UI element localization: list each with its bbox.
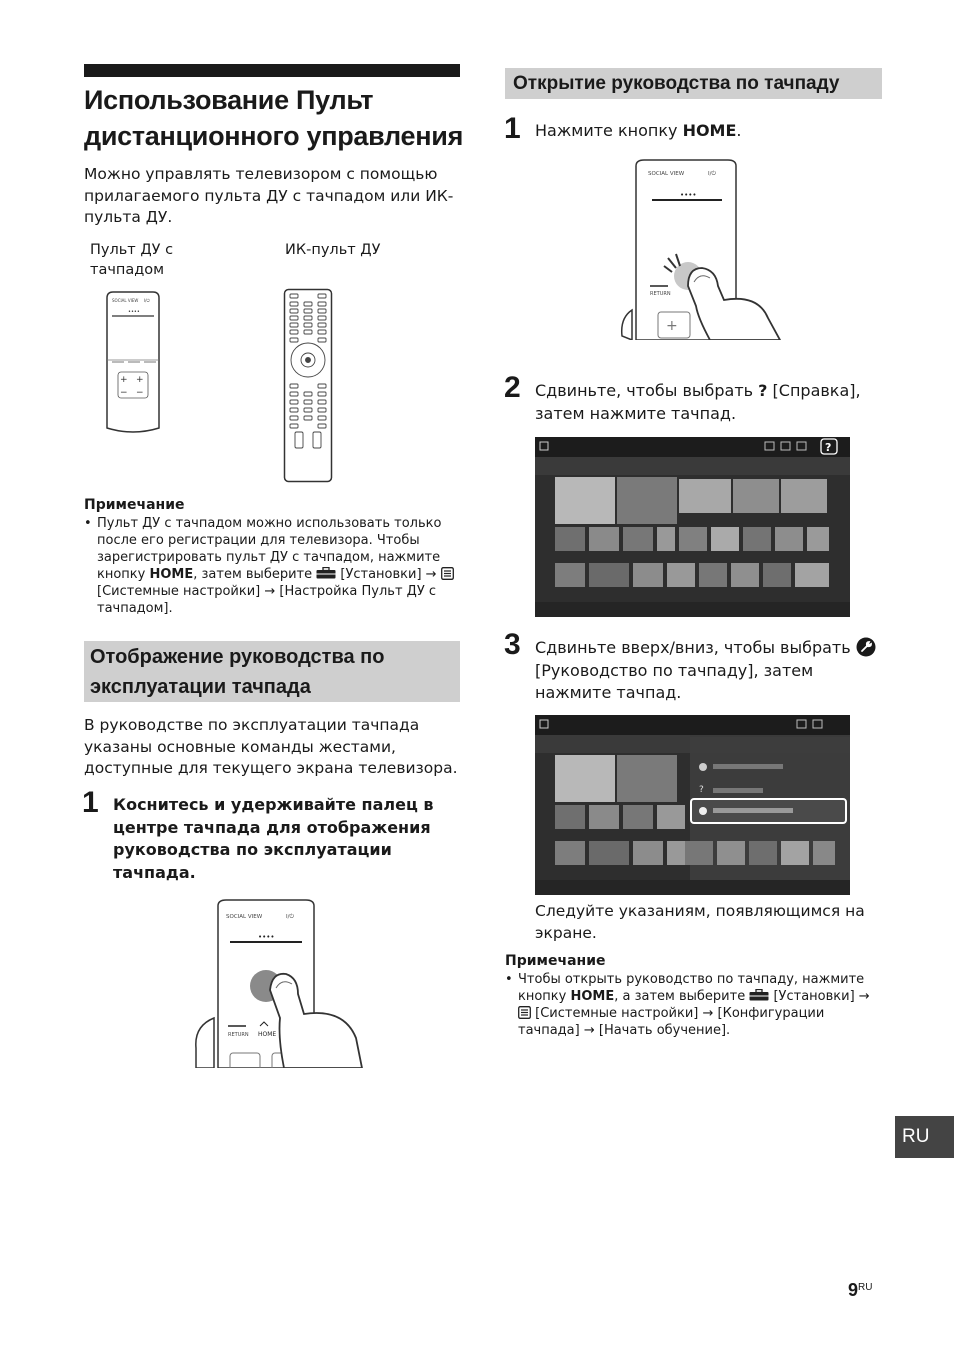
help-question-icon: ? <box>758 381 768 400</box>
svg-text:+: + <box>666 318 678 334</box>
remote-dots-text: •••• <box>128 309 140 315</box>
left-note: Примечание • Пульт ДУ с тачпадом можно использовать только после его регистрации для телевизора. Чтобы зарегистрировать пульт ДУ с тачпадом, нажмите кнопку HOME, затем выберите [Установки] → [Системные настройки] → [Настройка Пульт ДУ с тачпадом]. <box>84 497 460 617</box>
remote-dots-text: •••• <box>680 191 697 199</box>
remote-power-text: I/⏻ <box>708 171 716 177</box>
remote-social-view-text: SOCIAL VIEW <box>226 914 263 920</box>
system-settings-icon <box>441 567 454 580</box>
right-step-3-text: Сдвиньте вверх/вниз, чтобы выбрать [Руководство по тачпаду], затем нажмите тачпад. <box>535 637 880 705</box>
section-paragraph: В руководстве по эксплуатации тачпада указаны основные команды жестами, доступные для текущего экрана телевизора. <box>84 716 458 777</box>
remote-home-text: HOME <box>258 1031 277 1038</box>
right-step-1-text: Нажмите кнопку HOME. <box>535 121 742 140</box>
remote-social-view-text: SOCIAL VIEW <box>112 298 139 303</box>
right-step-3-number: 3 <box>504 628 521 661</box>
remote-return-text: RETURN <box>650 291 671 297</box>
tv-help-menu-screenshot <box>535 715 850 895</box>
remote-power-text: I/⏻ <box>144 298 150 303</box>
remote-power-text: I/⏻ <box>286 914 294 920</box>
follow-instructions-text: Следуйте указаниям, появляющимся на экране. <box>535 902 865 942</box>
ir-remote-label: ИК-пульт ДУ <box>285 242 381 258</box>
page-number: $9^{RU}$ <box>848 1280 873 1300</box>
right-step-2-text: Сдвиньте, чтобы выбрать ? [Справка], затем нажмите тачпад. <box>535 381 861 423</box>
language-badge: RU <box>895 1116 954 1158</box>
remote-dots-text: •••• <box>258 933 275 941</box>
right-note-item: • Чтобы открыть руководство по тачпаду, нажмите кнопку HOME, а затем выберите [Установки] → [Системные настройки] → [Конфигурации тачпада] → [Начать обучение]. <box>505 972 870 1038</box>
touchpad-remote-label: Пульт ДУ с тачпадом <box>90 242 174 278</box>
system-settings-icon <box>518 1006 531 1019</box>
section-header-touchpad-guide-display: Отображение руководства по эксплуатации тачпада <box>84 641 460 702</box>
left-step-1-number: 1 <box>82 786 99 819</box>
title-rule <box>84 64 460 77</box>
svg-text:−: − <box>136 388 144 398</box>
tv-help-icon: ? <box>825 441 832 454</box>
toolbox-icon <box>749 989 769 1001</box>
intro-text: Можно управлять телевизором с помощью прилагаемого пульта ДУ с тачпадом или ИК-пульта ДУ. <box>84 165 454 226</box>
svg-text:+: + <box>120 375 128 385</box>
home-press-illustration <box>618 158 786 340</box>
tv-home-menu-screenshot <box>535 437 850 617</box>
right-step-1-number: 1 <box>504 112 521 145</box>
right-note: Примечание • Чтобы открыть руководство по тачпаду, нажмите кнопку HOME, а затем выберите [Установки] → [Системные настройки] → [Конфигурации тачпада] → [Начать обучение]. <box>505 953 882 1039</box>
page-title: Использование Пульт дистанционного управления <box>84 85 464 151</box>
left-step-1-text: Коснитесь и удерживайте палец в центре тачпада для отображения руководства по эксплуатации тачпада. <box>113 795 434 882</box>
wrench-icon <box>856 637 876 657</box>
touchpad-hold-illustration <box>194 898 364 1068</box>
tv-help-icon: ? <box>699 785 704 795</box>
ir-remote-illustration <box>283 288 333 484</box>
touchpad-remote-illustration <box>104 290 162 435</box>
remote-social-view-text: SOCIAL VIEW <box>648 171 685 177</box>
remote-return-text: RETURN <box>228 1032 249 1038</box>
toolbox-icon <box>316 567 336 579</box>
svg-text:+: + <box>136 375 144 385</box>
svg-text:−: − <box>120 388 128 398</box>
section-header-open-touchpad-guide: Открытие руководства по тачпаду <box>505 68 882 99</box>
right-step-2-number: 2 <box>504 371 521 404</box>
left-note-item: • Пульт ДУ с тачпадом можно использовать только после его регистрации для телевизора. Чтобы зарегистрировать пульт ДУ с тачпадом, нажмите кнопку HOME, затем выберите [Установки] → [Системные настройки] → [Настройка Пульт ДУ с тачпадом]. <box>84 515 460 617</box>
